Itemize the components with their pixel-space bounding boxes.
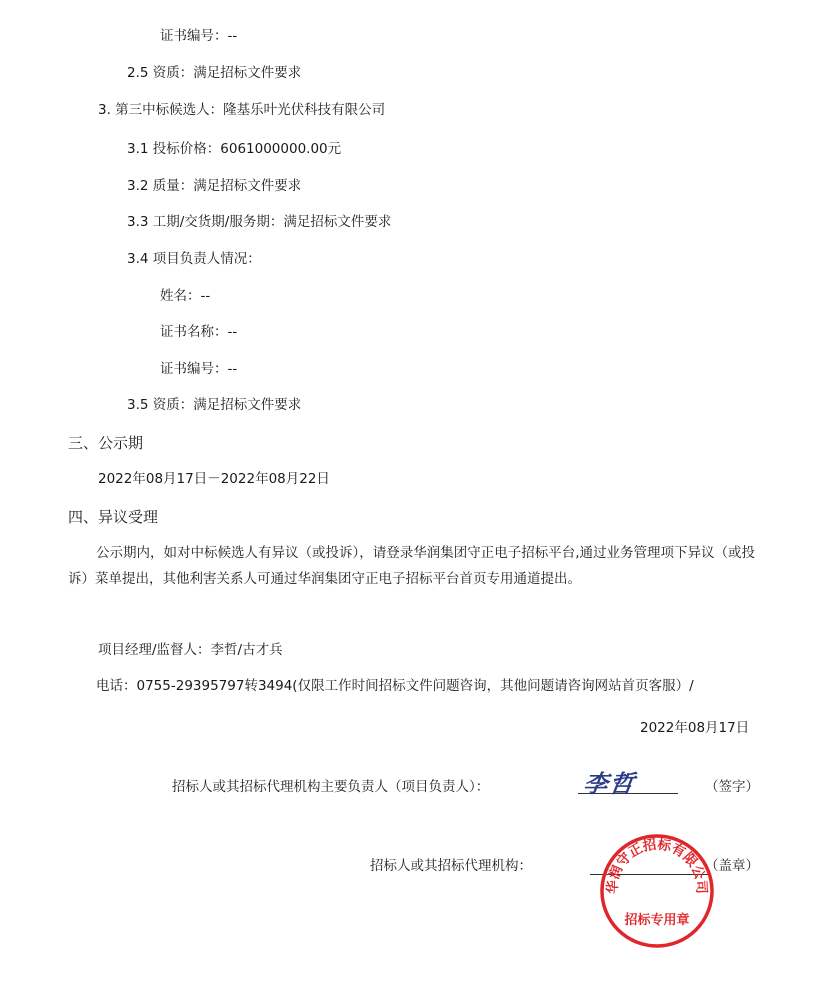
objection-paragraph	[68, 540, 773, 592]
objection-text: 公示期内，如对中标候选人有异议（或投诉），请登录华润集团守正电子招标平台,通过业务管理项下异议（或投诉）菜单提出，其他利害关系人可通过华润集团守正电子招标平台首页专用通道提出。	[68, 545, 756, 587]
phone-paragraph	[68, 677, 773, 695]
org-label: 招标人或其招标代理机构：	[370, 858, 532, 874]
footer-date: 2022年08月17日	[640, 720, 750, 736]
sign-label: 招标人或其招标代理机构主要负责人（项目负责人）：	[172, 779, 490, 795]
section3-period: 2022年08月17日－2022年08月22日	[98, 471, 330, 487]
candidate3-price: 3.1 投标价格：6061000000.00元	[127, 141, 342, 157]
candidate3-cert-no: 证书编号：--	[160, 361, 238, 377]
candidate3-title: 3. 第三中标候选人：隆基乐叶光伏科技有限公司	[98, 102, 386, 118]
seal-center-text: 招标专用章	[624, 913, 690, 928]
candidate2-cert-no: 证书编号：--	[160, 28, 238, 44]
candidate3-name: 姓名：--	[160, 288, 211, 304]
candidate3-quality: 3.2 质量：满足招标文件要求	[127, 178, 302, 194]
sign-suffix: （签字）	[705, 779, 759, 795]
handwritten-signature: 李哲	[581, 769, 638, 798]
candidate2-qualification: 2.5 资质：满足招标文件要求	[127, 65, 302, 81]
candidate3-qualification: 3.5 资质：满足招标文件要求	[127, 397, 302, 413]
candidate3-manager: 3.4 项目负责人情况：	[127, 251, 261, 267]
candidate3-period: 3.3 工期/交货期/服务期：满足招标文件要求	[127, 214, 392, 230]
org-suffix: （盖章）	[705, 858, 759, 874]
section4-heading: 四、异议受理	[68, 508, 159, 526]
candidate3-cert-name: 证书名称：--	[160, 324, 238, 340]
phone-text: 电话：0755-29395797转3494(仅限工作时间招标文件问题咨询，其他问题请咨询网站首页客服）/	[96, 678, 694, 694]
supervisor-line: 项目经理/监督人：李哲/古才兵	[98, 642, 283, 658]
company-seal	[598, 832, 716, 950]
seal-ring-text: 华润守正招标有限公司	[604, 836, 710, 895]
section3-heading: 三、公示期	[68, 434, 144, 452]
